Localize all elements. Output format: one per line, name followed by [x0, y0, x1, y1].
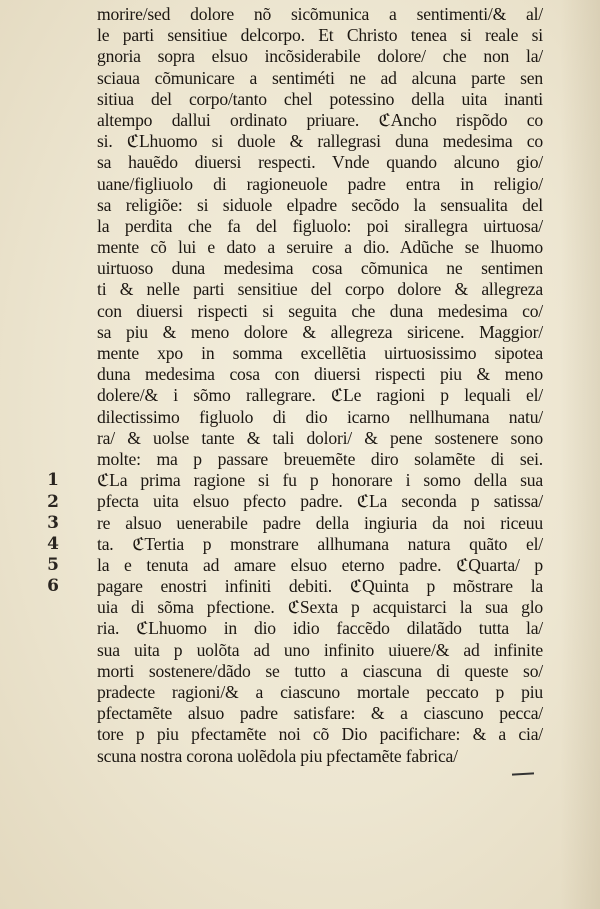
- text-line: ria. ℭLhuomo in dio idio faccẽdo dilatãdo tutta la/: [97, 618, 543, 639]
- text-line: ra/ & uolse tante & tali dolori/ & pene sostenere sono: [97, 427, 543, 448]
- text-line: si. ℭLhuomo si duole & rallegrasi duna medesima co: [97, 131, 543, 152]
- text-line: re alsuo uenerabile padre della ingiuria da noi riceuu: [97, 512, 543, 533]
- text-line: molte: ma p passare breuemẽte diro solamẽte di sei.: [97, 448, 543, 469]
- text-line: sciaua cõmunicare a sentiméti ne ad alcuna parte sen: [97, 67, 543, 88]
- text-line: ℭLa prima ragione si fu p honorare i somo della sua: [97, 470, 543, 491]
- text-line: mente xpo in somma excellẽtia uirtuosissimo sipotea: [97, 343, 543, 363]
- text-line: pfecta uita elsuo pfecto padre. ℭLa seconda p satissa/: [97, 491, 543, 512]
- text-line: la e tenuta ad amare elsuo eterno padre. ℭQuarta/ p: [97, 554, 543, 575]
- text-line: sa hauẽdo diuersi respecti. Vnde quando alcuno gio/: [97, 152, 543, 173]
- text-line: uia di sõma pfectione. ℭSexta p acquistarci la sua glo: [97, 597, 543, 618]
- page-end-mark: [512, 772, 534, 775]
- main-text-column: [97, 4, 543, 767]
- text-line: con diuersi rispecti si seguita che duna medesima co/: [97, 300, 543, 321]
- text-line: dilectissimo figluolo di dio icarno nellhumana natu/: [97, 406, 543, 427]
- text-line: uirtuoso duna medesima cosa cõmunica ne sentimen: [97, 258, 543, 279]
- text-line: morire/sed dolore nõ sicõmunica a sentimenti/& al/: [97, 4, 543, 24]
- text-line: gnoria sopra elsuo incõsiderabile dolore/ che non la/: [97, 46, 543, 67]
- text-line: ti & nelle parti sensitiue del corpo dolore & allegreza: [97, 279, 543, 300]
- text-line: scuna nostra corona uolẽdola piu pfectamẽte fabrica/: [97, 745, 458, 766]
- text-line: morti sostenere/dãdo se tutto a ciascuna di queste so/: [97, 660, 543, 681]
- text-line: sua uita p uolõta ad uno infinito uiuere/& ad infinite: [97, 639, 543, 660]
- text-line: pagare enostri infiniti debiti. ℭQuinta p mõstrare la: [97, 576, 543, 597]
- text-line: dolere/& i sõmo rallegrare. ℭLe ragioni p lequali el/: [97, 385, 543, 406]
- text-line: sitiua del corpo/tanto chel potessino della uita inanti: [97, 88, 543, 109]
- text-line: pradecte ragioni/& a ciascuno mortale peccato p piu: [97, 682, 543, 702]
- margin-number: 5: [47, 555, 59, 576]
- margin-number: 2: [47, 491, 59, 512]
- margin-number: 1: [47, 470, 59, 491]
- margin-number: 4: [47, 534, 59, 554]
- text-line: tore p piu pfectamẽte noi cõ Dio pacifichare: & a cia/: [97, 724, 543, 745]
- text-line: le parti sensitiue delcorpo. Et Christo tenea si reale si: [97, 25, 543, 46]
- text-line: mente cõ lui e dato a seruire a dio. Adũche se lhuomo: [97, 237, 543, 258]
- margin-number: 6: [47, 576, 59, 597]
- text-line: sa piu & meno dolore & allegreza siricene. Maggior/: [97, 321, 543, 342]
- text-line: duna medesima cosa con diuersi rispecti piu & meno: [97, 364, 543, 385]
- text-line: altempo dallui ordinato priuare. ℭAncho rispõdo co: [97, 109, 543, 130]
- binding-shadow: [560, 0, 600, 909]
- text-line: pfectamẽte alsuo padre satisfare: & a ciascuno pecca/: [97, 703, 543, 724]
- text-line: la perdita che fa del figluolo: poi sirallegra uirtuosa/: [97, 215, 543, 236]
- text-line: ta. ℭTertia p monstrare allhumana natura quãto el/: [97, 533, 543, 554]
- text-line: uane/figliuolo di ragioneuole padre entra in religio/: [97, 173, 543, 194]
- margin-number: 3: [47, 512, 59, 533]
- text-line: sa religiõe: si siduole elpadre secõdo la sensualita del: [97, 194, 543, 215]
